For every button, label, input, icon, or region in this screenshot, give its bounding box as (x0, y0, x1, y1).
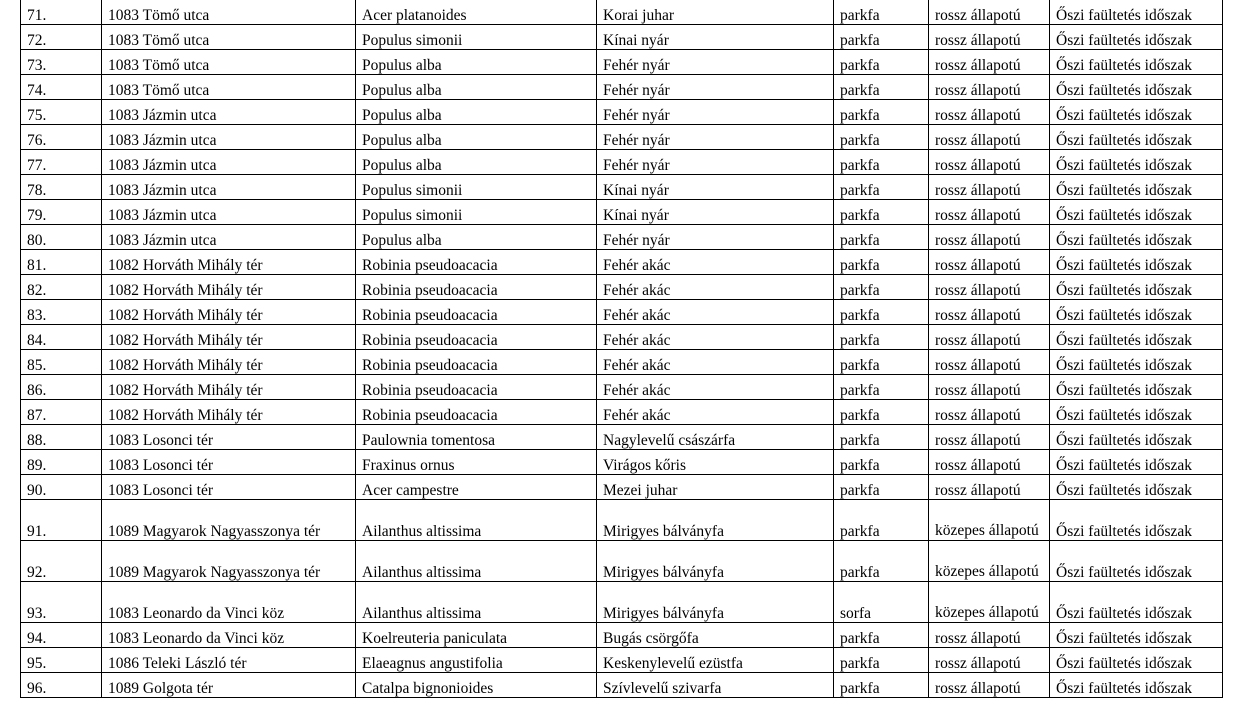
latin-name-cell: Acer campestre (356, 475, 597, 500)
tree-type-cell: parkfa (834, 75, 929, 100)
planting-period-cell: Őszi faültetés időszak (1050, 623, 1223, 648)
tree-table (20, 0, 1223, 698)
tree-type-cell: parkfa (834, 25, 929, 50)
latin-name-cell: Populus alba (356, 75, 597, 100)
hungarian-name-cell: Fehér akác (597, 275, 834, 300)
condition-cell: rossz állapotú (929, 225, 1050, 250)
row-number-cell: 86. (21, 375, 102, 400)
planting-period-cell: Őszi faültetés időszak (1050, 75, 1223, 100)
latin-name-cell: Robinia pseudoacacia (356, 400, 597, 425)
tree-type-cell: parkfa (834, 623, 929, 648)
planting-period-cell: Őszi faültetés időszak (1050, 648, 1223, 673)
tree-type-cell: parkfa (834, 125, 929, 150)
table-row (21, 623, 1223, 648)
table-row (21, 150, 1223, 175)
address-cell: 1082 Horváth Mihály tér (102, 275, 356, 300)
hungarian-name-cell: Szívlevelű szivarfa (597, 673, 834, 698)
condition-cell: rossz állapotú (929, 475, 1050, 500)
planting-period-cell: Őszi faültetés időszak (1050, 500, 1223, 541)
tree-type-cell: parkfa (834, 500, 929, 541)
condition-cell: rossz állapotú (929, 425, 1050, 450)
tree-type-cell: parkfa (834, 400, 929, 425)
hungarian-name-cell: Fehér nyár (597, 150, 834, 175)
tree-type-cell: parkfa (834, 150, 929, 175)
address-cell: 1083 Jázmin utca (102, 100, 356, 125)
row-number-cell: 84. (21, 325, 102, 350)
condition-cell: rossz állapotú (929, 450, 1050, 475)
tree-type-cell: parkfa (834, 673, 929, 698)
address-cell: 1082 Horváth Mihály tér (102, 400, 356, 425)
address-cell: 1083 Jázmin utca (102, 200, 356, 225)
planting-period-cell: Őszi faültetés időszak (1050, 673, 1223, 698)
row-number-cell: 81. (21, 250, 102, 275)
latin-name-cell: Populus simonii (356, 175, 597, 200)
row-number-cell: 94. (21, 623, 102, 648)
address-cell: 1083 Losonci tér (102, 425, 356, 450)
address-cell: 1082 Horváth Mihály tér (102, 350, 356, 375)
condition-cell: rossz állapotú (929, 0, 1050, 25)
condition-cell: rossz állapotú (929, 350, 1050, 375)
address-cell: 1083 Jázmin utca (102, 150, 356, 175)
latin-name-cell: Robinia pseudoacacia (356, 275, 597, 300)
condition-cell: közepes állapotú (929, 500, 1050, 541)
row-number-cell: 72. (21, 25, 102, 50)
condition-cell: rossz állapotú (929, 275, 1050, 300)
address-cell: 1082 Horváth Mihály tér (102, 300, 356, 325)
planting-period-cell: Őszi faültetés időszak (1050, 350, 1223, 375)
condition-cell: rossz állapotú (929, 200, 1050, 225)
row-number-cell: 75. (21, 100, 102, 125)
address-cell: 1083 Tömő utca (102, 0, 356, 25)
address-cell: 1082 Horváth Mihály tér (102, 250, 356, 275)
condition-cell: rossz állapotú (929, 300, 1050, 325)
planting-period-cell: Őszi faültetés időszak (1050, 582, 1223, 623)
tree-type-cell: parkfa (834, 200, 929, 225)
tree-type-cell: parkfa (834, 300, 929, 325)
tree-type-cell: parkfa (834, 0, 929, 25)
hungarian-name-cell: Fehér nyár (597, 50, 834, 75)
row-number-cell: 90. (21, 475, 102, 500)
row-number-cell: 85. (21, 350, 102, 375)
row-number-cell: 76. (21, 125, 102, 150)
row-number-cell: 73. (21, 50, 102, 75)
condition-cell: rossz állapotú (929, 50, 1050, 75)
hungarian-name-cell: Mirigyes bálványfa (597, 582, 834, 623)
latin-name-cell: Robinia pseudoacacia (356, 325, 597, 350)
latin-name-cell: Paulownia tomentosa (356, 425, 597, 450)
planting-period-cell: Őszi faültetés időszak (1050, 400, 1223, 425)
hungarian-name-cell: Fehér akác (597, 400, 834, 425)
table-row (21, 500, 1223, 541)
address-cell: 1089 Magyarok Nagyasszonya tér (102, 500, 356, 541)
condition-cell: rossz állapotú (929, 25, 1050, 50)
condition-cell: rossz állapotú (929, 175, 1050, 200)
row-number-cell: 71. (21, 0, 102, 25)
address-cell: 1089 Magyarok Nagyasszonya tér (102, 541, 356, 582)
planting-period-cell: Őszi faültetés időszak (1050, 50, 1223, 75)
planting-period-cell: Őszi faültetés időszak (1050, 125, 1223, 150)
planting-period-cell: Őszi faültetés időszak (1050, 0, 1223, 25)
row-number-cell: 82. (21, 275, 102, 300)
planting-period-cell: Őszi faültetés időszak (1050, 300, 1223, 325)
condition-cell: rossz állapotú (929, 325, 1050, 350)
address-cell: 1086 Teleki László tér (102, 648, 356, 673)
hungarian-name-cell: Fehér nyár (597, 75, 834, 100)
tree-type-cell: parkfa (834, 175, 929, 200)
planting-period-cell: Őszi faültetés időszak (1050, 200, 1223, 225)
condition-cell: rossz állapotú (929, 623, 1050, 648)
table-row (21, 541, 1223, 582)
address-cell: 1083 Jázmin utca (102, 125, 356, 150)
planting-period-cell: Őszi faültetés időszak (1050, 175, 1223, 200)
hungarian-name-cell: Mezei juhar (597, 475, 834, 500)
hungarian-name-cell: Fehér akác (597, 325, 834, 350)
tree-type-cell: parkfa (834, 225, 929, 250)
latin-name-cell: Populus simonii (356, 200, 597, 225)
address-cell: 1083 Leonardo da Vinci köz (102, 582, 356, 623)
row-number-cell: 95. (21, 648, 102, 673)
tree-type-cell: parkfa (834, 100, 929, 125)
latin-name-cell: Populus alba (356, 50, 597, 75)
hungarian-name-cell: Korai juhar (597, 0, 834, 25)
latin-name-cell: Koelreuteria paniculata (356, 623, 597, 648)
tree-type-cell: parkfa (834, 450, 929, 475)
tree-type-cell: parkfa (834, 475, 929, 500)
hungarian-name-cell: Kínai nyár (597, 175, 834, 200)
row-number-cell: 77. (21, 150, 102, 175)
address-cell: 1083 Tömő utca (102, 50, 356, 75)
latin-name-cell: Ailanthus altissima (356, 500, 597, 541)
hungarian-name-cell: Bugás csörgőfa (597, 623, 834, 648)
tree-type-cell: parkfa (834, 541, 929, 582)
table-row (21, 300, 1223, 325)
address-cell: 1083 Tömő utca (102, 25, 356, 50)
table-row (21, 673, 1223, 698)
row-number-cell: 80. (21, 225, 102, 250)
latin-name-cell: Populus alba (356, 125, 597, 150)
hungarian-name-cell: Keskenylevelű ezüstfa (597, 648, 834, 673)
address-cell: 1083 Tömő utca (102, 75, 356, 100)
table-row (21, 375, 1223, 400)
tree-type-cell: parkfa (834, 250, 929, 275)
latin-name-cell: Robinia pseudoacacia (356, 250, 597, 275)
latin-name-cell: Populus simonii (356, 25, 597, 50)
planting-period-cell: Őszi faültetés időszak (1050, 325, 1223, 350)
hungarian-name-cell: Fehér nyár (597, 100, 834, 125)
table-row (21, 25, 1223, 50)
tree-type-cell: parkfa (834, 425, 929, 450)
hungarian-name-cell: Kínai nyár (597, 25, 834, 50)
table-row (21, 175, 1223, 200)
hungarian-name-cell: Mirigyes bálványfa (597, 500, 834, 541)
tree-type-cell: parkfa (834, 350, 929, 375)
hungarian-name-cell: Fehér nyár (597, 225, 834, 250)
planting-period-cell: Őszi faültetés időszak (1050, 150, 1223, 175)
condition-cell: rossz állapotú (929, 648, 1050, 673)
planting-period-cell: Őszi faültetés időszak (1050, 225, 1223, 250)
tree-type-cell: parkfa (834, 275, 929, 300)
address-cell: 1089 Golgota tér (102, 673, 356, 698)
row-number-cell: 96. (21, 673, 102, 698)
row-number-cell: 83. (21, 300, 102, 325)
planting-period-cell: Őszi faültetés időszak (1050, 425, 1223, 450)
latin-name-cell: Elaeagnus angustifolia (356, 648, 597, 673)
hungarian-name-cell: Virágos kőris (597, 450, 834, 475)
hungarian-name-cell: Kínai nyár (597, 200, 834, 225)
latin-name-cell: Ailanthus altissima (356, 541, 597, 582)
latin-name-cell: Populus alba (356, 225, 597, 250)
table-row (21, 200, 1223, 225)
address-cell: 1083 Losonci tér (102, 475, 356, 500)
table-row (21, 250, 1223, 275)
row-number-cell: 91. (21, 500, 102, 541)
row-number-cell: 87. (21, 400, 102, 425)
row-number-cell: 88. (21, 425, 102, 450)
tree-type-cell: parkfa (834, 325, 929, 350)
planting-period-cell: Őszi faültetés időszak (1050, 25, 1223, 50)
condition-cell: rossz állapotú (929, 250, 1050, 275)
planting-period-cell: Őszi faültetés időszak (1050, 475, 1223, 500)
table-row (21, 75, 1223, 100)
table-row (21, 325, 1223, 350)
condition-cell: rossz állapotú (929, 673, 1050, 698)
table-row (21, 100, 1223, 125)
latin-name-cell: Robinia pseudoacacia (356, 375, 597, 400)
tree-type-cell: parkfa (834, 50, 929, 75)
planting-period-cell: Őszi faültetés időszak (1050, 450, 1223, 475)
condition-cell: rossz állapotú (929, 400, 1050, 425)
latin-name-cell: Catalpa bignonioides (356, 673, 597, 698)
tree-type-cell: sorfa (834, 582, 929, 623)
table-row (21, 225, 1223, 250)
condition-cell: rossz állapotú (929, 125, 1050, 150)
table-body (21, 0, 1223, 698)
planting-period-cell: Őszi faültetés időszak (1050, 541, 1223, 582)
row-number-cell: 74. (21, 75, 102, 100)
address-cell: 1083 Leonardo da Vinci köz (102, 623, 356, 648)
table-row (21, 125, 1223, 150)
table-row (21, 0, 1223, 25)
latin-name-cell: Robinia pseudoacacia (356, 350, 597, 375)
latin-name-cell: Acer platanoides (356, 0, 597, 25)
hungarian-name-cell: Fehér akác (597, 375, 834, 400)
latin-name-cell: Ailanthus altissima (356, 582, 597, 623)
latin-name-cell: Fraxinus ornus (356, 450, 597, 475)
address-cell: 1082 Horváth Mihály tér (102, 325, 356, 350)
condition-cell: közepes állapotú (929, 541, 1050, 582)
planting-period-cell: Őszi faültetés időszak (1050, 100, 1223, 125)
latin-name-cell: Populus alba (356, 100, 597, 125)
row-number-cell: 89. (21, 450, 102, 475)
row-number-cell: 78. (21, 175, 102, 200)
table-row (21, 648, 1223, 673)
tree-type-cell: parkfa (834, 648, 929, 673)
tree-type-cell: parkfa (834, 375, 929, 400)
condition-cell: rossz állapotú (929, 75, 1050, 100)
hungarian-name-cell: Fehér akác (597, 350, 834, 375)
planting-period-cell: Őszi faültetés időszak (1050, 375, 1223, 400)
address-cell: 1083 Losonci tér (102, 450, 356, 475)
latin-name-cell: Populus alba (356, 150, 597, 175)
address-cell: 1083 Jázmin utca (102, 225, 356, 250)
table-row (21, 450, 1223, 475)
hungarian-name-cell: Fehér nyár (597, 125, 834, 150)
row-number-cell: 92. (21, 541, 102, 582)
condition-cell: rossz állapotú (929, 375, 1050, 400)
condition-cell: rossz állapotú (929, 100, 1050, 125)
address-cell: 1083 Jázmin utca (102, 175, 356, 200)
table-row (21, 425, 1223, 450)
condition-cell: rossz állapotú (929, 150, 1050, 175)
address-cell: 1082 Horváth Mihály tér (102, 375, 356, 400)
table-row (21, 400, 1223, 425)
planting-period-cell: Őszi faültetés időszak (1050, 250, 1223, 275)
table-row (21, 50, 1223, 75)
hungarian-name-cell: Fehér akác (597, 300, 834, 325)
latin-name-cell: Robinia pseudoacacia (356, 300, 597, 325)
hungarian-name-cell: Nagylevelű császárfa (597, 425, 834, 450)
row-number-cell: 79. (21, 200, 102, 225)
row-number-cell: 93. (21, 582, 102, 623)
table-row (21, 582, 1223, 623)
hungarian-name-cell: Fehér akác (597, 250, 834, 275)
table-row (21, 275, 1223, 300)
table-row (21, 350, 1223, 375)
condition-cell: közepes állapotú (929, 582, 1050, 623)
hungarian-name-cell: Mirigyes bálványfa (597, 541, 834, 582)
planting-period-cell: Őszi faültetés időszak (1050, 275, 1223, 300)
table-row (21, 475, 1223, 500)
